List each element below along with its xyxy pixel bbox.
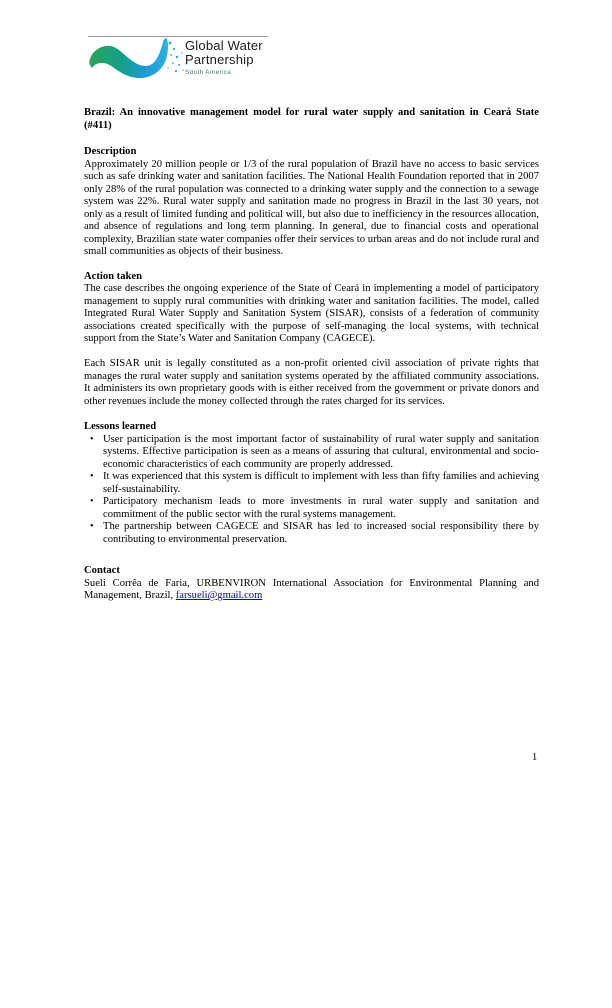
bullet-icon: • (90, 471, 94, 482)
bullet-icon: • (90, 521, 94, 532)
bullet-icon: • (90, 433, 94, 445)
section-heading-contact: Contact (84, 565, 120, 576)
gwp-logo-text (185, 39, 263, 76)
bullet-icon: • (90, 496, 94, 507)
document-content (84, 107, 539, 603)
section-heading-description: Description (84, 146, 137, 157)
action-taken-paragraph-1: The case describes the ongoing experience of the State of Ceará in implementing a model of participatory management to supply rural communities with drinking water and sanitation facilities. The model, called Integrated Rural Water Supply and Sanitation System (SISAR), consists of a federation of community associations created specifically with the purpose of self-managing the local systems, with technical support from the State’s Water and Sanitation Company (CAGECE). (84, 283, 539, 344)
section-heading-lessons-learned: Lessons learned (84, 421, 157, 432)
bullet-text: User participation is the most important factor of sustainability of rural water supply and sanitation systems. Effective participation is seen as a means of assuring that cultural, environmental and socio-economic characteristics of each community are properly addressed. (103, 433, 539, 470)
document-title-line2: (#411) (84, 119, 112, 131)
action-taken-paragraph-2: Each SISAR unit is legally constituted as a non-profit oriented civil association of private rights that manages the rural water supply and sanitation systems operated by the affiliated community associations. It administers its own proprietary goods with is either received from the government or private donors and other revenues include the money collected through the rates charged for its services. (84, 358, 539, 407)
section-heading-action-taken: Action taken (84, 270, 142, 282)
bullet-text: It was experienced that this system is difficult to implement with less than fifty families and achieving self-sustainability. (103, 471, 539, 495)
contact-text: Sueli Corrêa de Faria, URBENVIRON International Association for Environmental Planning and Management, Brazil, (84, 577, 539, 601)
email-link[interactable]: farsueli@gmail.com (175, 590, 263, 601)
bullet-text: Participatory mechanism leads to more investments in rural water supply and sanitation and commitment of the public sector with the rural systems management. (103, 496, 539, 520)
bullet-item (84, 471, 539, 496)
bullet-item (84, 496, 539, 521)
description-paragraph: Approximately 20 million people or 1/3 of the rural population of Brazil have no access to basic services such as safe drinking water and sanitation facilities. The National Health Foundation reported that in 2007 only 28% of the rural population was connected to a drinking water supply and the connection to a sewage system was 22%. Rural water supply and sanitation made no progress in Brazil in the last 30 years, not only as a result of limited funding and political will, but also due to inefficiency in the resources allocation, and absence of regulations and long term planning. In general, due to financial costs and operational complexity, Brazilian state water companies offer their services to urban areas and do not include rural and small communities as objects of their business. (84, 158, 539, 257)
contact-paragraph (84, 578, 539, 603)
logo-brand-line1: Global Water (185, 38, 263, 53)
bullet-item (84, 521, 539, 546)
bullet-text: The partnership between CAGECE and SISAR has led to increased social responsibility there by contributing to environmental preservation. (103, 521, 539, 545)
lessons-learned-list (84, 434, 539, 547)
bullet-item (84, 434, 539, 472)
gwp-swoosh-icon (87, 37, 187, 85)
document-title-line1: Brazil: An innovative management model for rural water supply and sanitation in Ceará State (84, 107, 539, 118)
logo-brand-line2: Partnership (185, 52, 254, 67)
logo-region-label: South America (185, 69, 232, 76)
page-number: 1 (532, 752, 538, 763)
